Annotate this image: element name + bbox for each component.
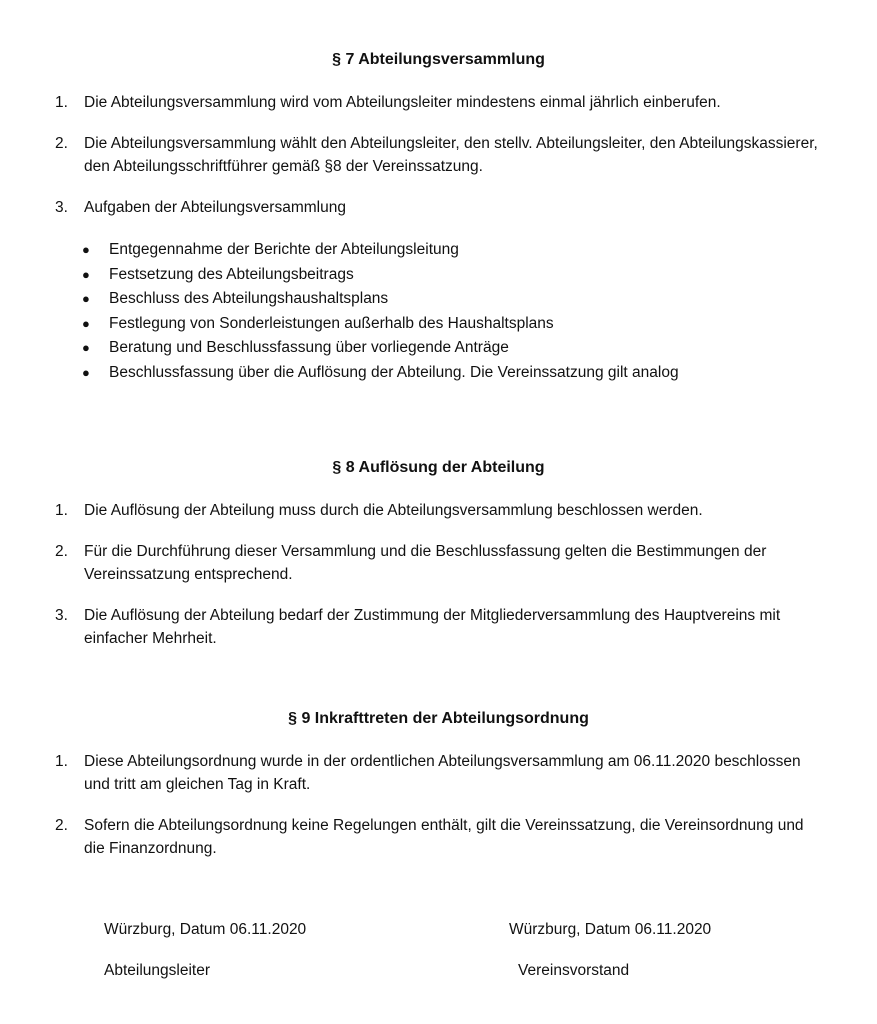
item-text: Die Auflösung der Abteilung bedarf der Zustimmung der Mitgliederversammlung des Hauptvereins mit einfacher Mehrheit. (84, 607, 781, 647)
list-item (0, 91, 824, 114)
signature-left-role: Abteilungsleiter (104, 962, 210, 979)
item-number: 1. (55, 753, 68, 770)
section-9-list (0, 750, 877, 860)
section-7-bullet-list (0, 238, 877, 386)
bullet-item: ● Festlegung von Sonderleistungen außerhalb des Haushaltsplans (0, 312, 877, 337)
section-7 (0, 49, 877, 71)
item-number: 2. (55, 135, 68, 152)
section-8 (0, 457, 877, 479)
item-text: Aufgaben der Abteilungsversammlung (84, 199, 346, 216)
item-text: Die Auflösung der Abteilung muss durch die Abteilungsversammlung beschlossen werden. (84, 502, 703, 519)
bullet-icon: ● (82, 291, 90, 307)
item-text: Die Abteilungsversammlung wählt den Abteilungsleiter, den stellv. Abteilungsleiter, den Abteilungskassierer, den Abteilungsschriftführer gemäß §8 der Vereinssatzung. (84, 135, 818, 175)
list-item (0, 132, 824, 178)
section-9 (0, 708, 877, 730)
item-text: Für die Durchführung dieser Versammlung und die Beschlussfassung gelten die Bestimmungen der Vereinssatzung entsprechend. (84, 543, 767, 583)
bullet-item: ● Beschluss des Abteilungshaushaltsplans (0, 287, 877, 312)
bullet-item: ● Entgegennahme der Berichte der Abteilungsleitung (0, 238, 877, 263)
list-item (0, 499, 824, 522)
item-number: 2. (55, 543, 68, 560)
bullet-icon: ● (82, 242, 90, 257)
list-item (0, 540, 824, 586)
item-text: Diese Abteilungsordnung wurde in der ordentlichen Abteilungsversammlung am 06.11.2020 beschlossen und tritt am gleichen Tag in Kraft. (84, 753, 801, 793)
section-7-title: § 7 Abteilungsversammlung (332, 51, 545, 68)
bullet-icon: ● (82, 340, 90, 356)
item-text: Die Abteilungsversammlung wird vom Abteilungsleiter mindestens einmal jährlich einberufen. (84, 94, 721, 111)
signature-left-place-date: Würzburg, Datum 06.11.2020 (104, 921, 307, 938)
bullet-item: ● Beratung und Beschlussfassung über vorliegende Anträge (0, 336, 877, 361)
list-item (0, 604, 824, 650)
signature-right-role: Vereinsvorstand (518, 962, 630, 979)
bullet-icon: ● (82, 364, 90, 380)
item-number: 3. (55, 607, 68, 624)
section-9-title: § 9 Inkrafttreten der Abteilungsordnung (288, 710, 589, 727)
item-number: 3. (55, 199, 68, 216)
item-number: 1. (55, 502, 68, 519)
bullet-item: ● Festsetzung des Abteilungsbeitrags (0, 263, 877, 288)
item-number: 2. (55, 817, 68, 834)
list-item (0, 196, 824, 219)
signature-right-place-date: Würzburg, Datum 06.11.2020 (509, 921, 712, 938)
bullet-icon: ● (82, 266, 90, 282)
bullet-icon: ● (82, 315, 90, 331)
section-7-list (0, 91, 877, 219)
list-item (0, 750, 824, 796)
item-number: 1. (55, 94, 68, 111)
list-item (0, 814, 824, 860)
item-text: Sofern die Abteilungsordnung keine Regelungen enthält, gilt die Vereinssatzung, die Vereinsordnung und die Finanzordnung. (84, 817, 804, 857)
bullet-item: ● Beschlussfassung über die Auflösung der Abteilung. Die Vereinssatzung gilt analog (0, 361, 877, 386)
section-8-title: § 8 Auflösung der Abteilung (332, 459, 545, 476)
section-8-list (0, 499, 877, 650)
